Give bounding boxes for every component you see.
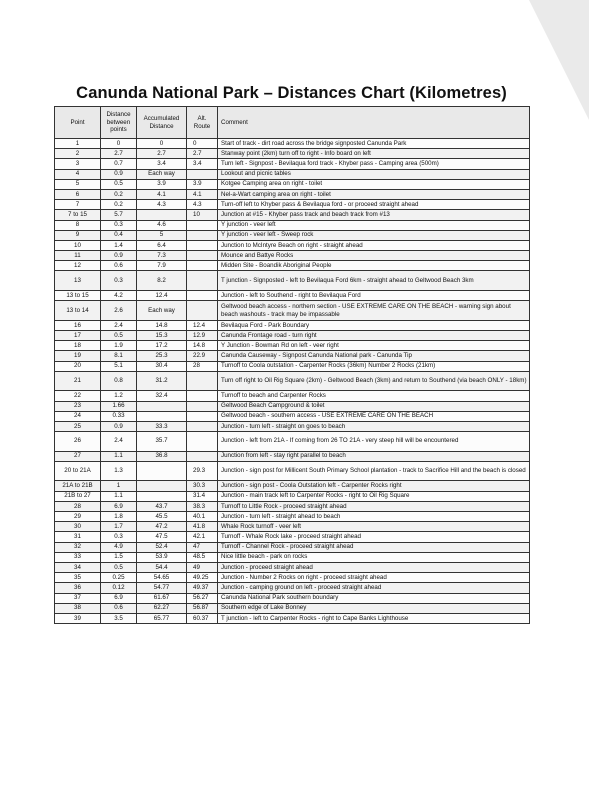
table-row (55, 391, 530, 401)
cell-distance-between: 1.8 (101, 512, 137, 522)
cell-point: 12 (55, 261, 101, 271)
cell-distance-between: 2.7 (101, 149, 137, 159)
cell-point: 39 (55, 613, 101, 623)
cell-alt-route (187, 432, 218, 452)
cell-distance-between: 0.7 (101, 159, 137, 169)
cell-alt-route (187, 261, 218, 271)
cell-point: 21B to 27 (55, 491, 101, 501)
cell-comment: Midden Site - Boandik Aboriginal People (218, 261, 530, 271)
cell-comment: Whale Rock turnoff - veer left (218, 522, 530, 532)
cell-accumulated (137, 481, 187, 491)
cell-accumulated: 43.7 (137, 501, 187, 511)
cell-accumulated: 6.4 (137, 240, 187, 250)
cell-point: 24 (55, 411, 101, 421)
cell-comment: Canunda Frontage road - turn right (218, 331, 530, 341)
cell-alt-route (187, 230, 218, 240)
cell-accumulated: 3.4 (137, 159, 187, 169)
cell-alt-route: 60.37 (187, 613, 218, 623)
column-header-distance-between: Distance between points (101, 107, 137, 139)
cell-distance-between: 5.1 (101, 361, 137, 371)
cell-point: 32 (55, 542, 101, 552)
cell-distance-between: 0.9 (101, 251, 137, 261)
cell-point: 17 (55, 331, 101, 341)
cell-accumulated: 53.9 (137, 552, 187, 562)
cell-distance-between: 0.9 (101, 169, 137, 179)
column-header-alt-route: Alt. Route (187, 107, 218, 139)
cell-alt-route: 49.37 (187, 583, 218, 593)
cell-comment: Junction - left from 21A - If coming from 26 TO 21A - very steep hill will be encountered (218, 432, 530, 452)
cell-accumulated: 31.2 (137, 371, 187, 391)
cell-accumulated: 47.5 (137, 532, 187, 542)
cell-comment: Canunda National Park southern boundary (218, 593, 530, 603)
cell-point: 26 (55, 432, 101, 452)
cell-accumulated: 35.7 (137, 432, 187, 452)
cell-point: 25 (55, 421, 101, 431)
table-row (55, 512, 530, 522)
cell-alt-route: 4.1 (187, 189, 218, 199)
cell-alt-route: 41.8 (187, 522, 218, 532)
table-row (55, 461, 530, 481)
cell-point: 1 (55, 139, 101, 149)
cell-accumulated: 7.3 (137, 251, 187, 261)
cell-comment: Nice little beach - park on rocks (218, 552, 530, 562)
cell-distance-between: 4.9 (101, 542, 137, 552)
cell-point: 21 (55, 371, 101, 391)
cell-distance-between: 0.5 (101, 179, 137, 189)
table-row (55, 200, 530, 210)
cell-point: 19 (55, 351, 101, 361)
cell-distance-between: 1.1 (101, 451, 137, 461)
cell-distance-between: 0.3 (101, 532, 137, 542)
cell-distance-between: 3.5 (101, 613, 137, 623)
table-row (55, 139, 530, 149)
table-row (55, 401, 530, 411)
cell-point: 9 (55, 230, 101, 240)
cell-accumulated: 54.65 (137, 573, 187, 583)
cell-accumulated: 47.2 (137, 522, 187, 532)
cell-distance-between: 0.6 (101, 261, 137, 271)
cell-point: 36 (55, 583, 101, 593)
cell-accumulated: 14.8 (137, 320, 187, 330)
cell-point: 2 (55, 149, 101, 159)
cell-comment: Geltwood Beach Campground & toilet (218, 401, 530, 411)
cell-point: 33 (55, 552, 101, 562)
cell-alt-route (187, 371, 218, 391)
cell-accumulated: 32.4 (137, 391, 187, 401)
table-row (55, 261, 530, 271)
cell-comment: Mounce and Battye Rocks (218, 251, 530, 261)
cell-accumulated: 12.4 (137, 291, 187, 301)
cell-comment: Lookout and picnic tables (218, 169, 530, 179)
cell-accumulated: 62.27 (137, 603, 187, 613)
table-row (55, 251, 530, 261)
table-row (55, 532, 530, 542)
cell-distance-between: 5.7 (101, 210, 137, 220)
cell-point: 29 (55, 512, 101, 522)
cell-comment: Turnoff - Whale Rock lake - proceed straight ahead (218, 532, 530, 542)
cell-alt-route: 12.9 (187, 331, 218, 341)
table-row (55, 432, 530, 452)
cell-alt-route (187, 169, 218, 179)
cell-comment: Geltwood beach access - northern section - USE EXTREME CARE ON THE BEACH - warning sign about beach washouts - track may be impassable (218, 301, 530, 321)
cell-comment: Y junction - veer left - Sweep rock (218, 230, 530, 240)
table-row (55, 230, 530, 240)
cell-distance-between: 0 (101, 139, 137, 149)
cell-distance-between: 2.4 (101, 432, 137, 452)
cell-comment: Southern edge of Lake Bonney (218, 603, 530, 613)
cell-point: 10 (55, 240, 101, 250)
cell-point: 3 (55, 159, 101, 169)
cell-accumulated (137, 210, 187, 220)
cell-alt-route (187, 451, 218, 461)
cell-distance-between: 0.8 (101, 371, 137, 391)
cell-alt-route: 40.1 (187, 512, 218, 522)
cell-point: 11 (55, 251, 101, 261)
table-row (55, 159, 530, 169)
table-row (55, 351, 530, 361)
cell-alt-route: 3.4 (187, 159, 218, 169)
cell-distance-between: 1.4 (101, 240, 137, 250)
table-header (55, 107, 530, 139)
cell-alt-route (187, 240, 218, 250)
cell-distance-between: 0.12 (101, 583, 137, 593)
table-row (55, 451, 530, 461)
cell-distance-between: 0.2 (101, 200, 137, 210)
cell-accumulated: 7.9 (137, 261, 187, 271)
cell-alt-route (187, 220, 218, 230)
cell-distance-between: 0.5 (101, 562, 137, 572)
table-row (55, 481, 530, 491)
cell-alt-route: 2.7 (187, 149, 218, 159)
cell-comment: Y junction - veer left (218, 220, 530, 230)
cell-distance-between: 0.33 (101, 411, 137, 421)
cell-comment: Junction - proceed straight ahead (218, 562, 530, 572)
cell-comment: Junction - turn left - straight ahead to beach (218, 512, 530, 522)
cell-accumulated: 17.2 (137, 341, 187, 351)
cell-distance-between: 1.2 (101, 391, 137, 401)
cell-point: 27 (55, 451, 101, 461)
cell-alt-route: 56.87 (187, 603, 218, 613)
table-row (55, 189, 530, 199)
cell-accumulated: 4.6 (137, 220, 187, 230)
cell-accumulated: 8.2 (137, 271, 187, 291)
table-row (55, 542, 530, 552)
cell-point: 34 (55, 562, 101, 572)
cell-point: 20 to 21A (55, 461, 101, 481)
cell-comment: Start of track - dirt road across the bridge signposted Canunda Park (218, 139, 530, 149)
cell-alt-route (187, 421, 218, 431)
table-row (55, 593, 530, 603)
cell-alt-route (187, 301, 218, 321)
cell-accumulated: 2.7 (137, 149, 187, 159)
table-row (55, 179, 530, 189)
table-row (55, 361, 530, 371)
cell-distance-between: 0.2 (101, 189, 137, 199)
cell-accumulated: 5 (137, 230, 187, 240)
cell-comment: Turnoff to Coola outstation - Carpenter Rocks (36km) Number 2 Rocks (21km) (218, 361, 530, 371)
cell-point: 38 (55, 603, 101, 613)
table-row (55, 149, 530, 159)
cell-alt-route (187, 271, 218, 291)
cell-distance-between: 1 (101, 481, 137, 491)
cell-alt-route: 42.1 (187, 532, 218, 542)
cell-alt-route: 49 (187, 562, 218, 572)
cell-alt-route: 10 (187, 210, 218, 220)
table-row (55, 583, 530, 593)
cell-distance-between: 1.1 (101, 491, 137, 501)
cell-comment: Junction - main track left to Carpenter Rocks - right to Oil Rig Square (218, 491, 530, 501)
table-row (55, 411, 530, 421)
cell-accumulated: 4.1 (137, 189, 187, 199)
cell-accumulated: 65.77 (137, 613, 187, 623)
cell-comment: Junction - Number 2 Rocks on right - proceed straight ahead (218, 573, 530, 583)
cell-distance-between: 1.7 (101, 522, 137, 532)
cell-distance-between: 1.5 (101, 552, 137, 562)
cell-accumulated (137, 401, 187, 411)
cell-alt-route: 48.5 (187, 552, 218, 562)
table-row (55, 301, 530, 321)
cell-accumulated (137, 491, 187, 501)
table-row (55, 421, 530, 431)
table-row (55, 210, 530, 220)
table-row (55, 240, 530, 250)
cell-point: 30 (55, 522, 101, 532)
cell-distance-between: 4.2 (101, 291, 137, 301)
cell-point: 16 (55, 320, 101, 330)
cell-point: 28 (55, 501, 101, 511)
cell-alt-route: 14.8 (187, 341, 218, 351)
cell-comment: Junction - left to Southend - right to Bevilaqua Ford (218, 291, 530, 301)
cell-alt-route: 3.9 (187, 179, 218, 189)
cell-accumulated: 54.4 (137, 562, 187, 572)
table-row (55, 371, 530, 391)
cell-point: 37 (55, 593, 101, 603)
cell-point: 8 (55, 220, 101, 230)
column-header-comment: Comment (218, 107, 530, 139)
cell-accumulated: Each way (137, 301, 187, 321)
cell-alt-route (187, 251, 218, 261)
cell-accumulated: 3.9 (137, 179, 187, 189)
table-row (55, 331, 530, 341)
table-row (55, 169, 530, 179)
cell-alt-route: 31.4 (187, 491, 218, 501)
cell-point: 35 (55, 573, 101, 583)
cell-alt-route: 47 (187, 542, 218, 552)
cell-alt-route: 38.3 (187, 501, 218, 511)
cell-distance-between: 1.9 (101, 341, 137, 351)
cell-distance-between: 6.9 (101, 501, 137, 511)
cell-alt-route (187, 401, 218, 411)
cell-comment: Turnoff - Channel Rock - proceed straight ahead (218, 542, 530, 552)
cell-distance-between: 8.1 (101, 351, 137, 361)
cell-comment: Kotgee Camping area on right - toilet (218, 179, 530, 189)
cell-comment: Junction at #15 - Khyber pass track and beach track from #13 (218, 210, 530, 220)
cell-alt-route (187, 411, 218, 421)
cell-point: 31 (55, 532, 101, 542)
cell-alt-route (187, 291, 218, 301)
cell-point: 7 to 15 (55, 210, 101, 220)
cell-accumulated (137, 461, 187, 481)
cell-comment: Nel-a-Wart camping area on right - toilet (218, 189, 530, 199)
cell-distance-between: 0.3 (101, 271, 137, 291)
cell-point: 13 to 14 (55, 301, 101, 321)
table-row (55, 320, 530, 330)
cell-distance-between: 1.3 (101, 461, 137, 481)
table-row (55, 491, 530, 501)
cell-comment: T junction - left to Carpenter Rocks - right to Cape Banks Lighthouse (218, 613, 530, 623)
table-row (55, 220, 530, 230)
cell-accumulated: 54.77 (137, 583, 187, 593)
cell-comment: Turn left - Signpost - Bevilaqua ford track - Khyber pass - Camping area (500m) (218, 159, 530, 169)
cell-comment: Turn-off left to Khyber pass & Bevilaqua ford - or proceed straight ahead (218, 200, 530, 210)
cell-distance-between: 0.3 (101, 220, 137, 230)
cell-comment: Bevilaqua Ford - Park Boundary (218, 320, 530, 330)
cell-distance-between: 0.5 (101, 331, 137, 341)
cell-comment: Canunda Causeway - Signpost Canunda National park - Canunda Tip (218, 351, 530, 361)
cell-comment: Geltwood beach - southern access - USE EXTREME CARE ON THE BEACH (218, 411, 530, 421)
cell-accumulated: 0 (137, 139, 187, 149)
cell-distance-between: 0.6 (101, 603, 137, 613)
cell-distance-between: 0.25 (101, 573, 137, 583)
cell-accumulated: 15.3 (137, 331, 187, 341)
cell-alt-route: 28 (187, 361, 218, 371)
cell-comment: Junction - sign post - Coola Outstation left - Carpenter Rocks right (218, 481, 530, 491)
table-row (55, 271, 530, 291)
cell-alt-route: 22.9 (187, 351, 218, 361)
table-row (55, 603, 530, 613)
table-row (55, 562, 530, 572)
cell-distance-between: 0.4 (101, 230, 137, 240)
table-row (55, 522, 530, 532)
cell-distance-between: 6.9 (101, 593, 137, 603)
cell-distance-between: 2.6 (101, 301, 137, 321)
document-page (54, 84, 529, 624)
cell-point: 20 (55, 361, 101, 371)
table-body (55, 139, 530, 624)
cell-comment: Junction - camping ground on left - proceed straight ahead (218, 583, 530, 593)
cell-alt-route: 4.3 (187, 200, 218, 210)
cell-point: 21A to 21B (55, 481, 101, 491)
table-row (55, 552, 530, 562)
cell-comment: Stanway point (2km) turn off to right - Info board on left (218, 149, 530, 159)
cell-alt-route: 0 (187, 139, 218, 149)
page-fold-shadow (529, 0, 589, 120)
cell-point: 23 (55, 401, 101, 411)
table-row (55, 291, 530, 301)
cell-accumulated: Each way (137, 169, 187, 179)
cell-distance-between: 1.66 (101, 401, 137, 411)
cell-comment: Turn off right to Oil Rig Square (2km) - Geltwood Beach (3km) and return to Southend (via beach ONLY - 18km) (218, 371, 530, 391)
cell-point: 13 (55, 271, 101, 291)
cell-alt-route: 12.4 (187, 320, 218, 330)
cell-alt-route: 49.25 (187, 573, 218, 583)
cell-point: 22 (55, 391, 101, 401)
cell-accumulated (137, 411, 187, 421)
cell-accumulated: 4.3 (137, 200, 187, 210)
cell-accumulated: 30.4 (137, 361, 187, 371)
table-row (55, 613, 530, 623)
cell-point: 6 (55, 189, 101, 199)
cell-alt-route (187, 391, 218, 401)
table-row (55, 341, 530, 351)
cell-point: 7 (55, 200, 101, 210)
cell-accumulated: 61.67 (137, 593, 187, 603)
cell-alt-route: 56.27 (187, 593, 218, 603)
cell-accumulated: 36.8 (137, 451, 187, 461)
column-header-point: Point (55, 107, 101, 139)
cell-alt-route: 29.3 (187, 461, 218, 481)
cell-accumulated: 52.4 (137, 542, 187, 552)
cell-accumulated: 25.3 (137, 351, 187, 361)
cell-alt-route: 30.3 (187, 481, 218, 491)
table-row (55, 573, 530, 583)
cell-distance-between: 0.9 (101, 421, 137, 431)
cell-comment: Junction from left - stay right parallel to beach (218, 451, 530, 461)
cell-point: 5 (55, 179, 101, 189)
table-row (55, 501, 530, 511)
cell-comment: Y Junction - Bowman Rd on left - veer right (218, 341, 530, 351)
cell-distance-between: 2.4 (101, 320, 137, 330)
column-header-accumulated: Accumulated Distance (137, 107, 187, 139)
cell-comment: Junction - turn left - straight on goes to beach (218, 421, 530, 431)
cell-comment: T junction - Signposted - left to Bevilaqua Ford 6km - straight ahead to Geltwood Beach 3km (218, 271, 530, 291)
cell-comment: Turnoff to beach and Carpenter Rocks (218, 391, 530, 401)
cell-comment: Turnoff to Little Rock - proceed straight ahead (218, 501, 530, 511)
cell-comment: Junction - sign post for Millicent South Primary School plantation - track to Sacrifice Hill and the beach is closed (218, 461, 530, 481)
cell-point: 13 to 15 (55, 291, 101, 301)
cell-accumulated: 33.3 (137, 421, 187, 431)
cell-point: 18 (55, 341, 101, 351)
distances-table (54, 106, 530, 624)
cell-accumulated: 45.5 (137, 512, 187, 522)
cell-point: 4 (55, 169, 101, 179)
cell-comment: Junction to McIntyre Beach on right - straight ahead (218, 240, 530, 250)
chart-title: Canunda National Park – Distances Chart (Kilometres) (76, 84, 507, 102)
